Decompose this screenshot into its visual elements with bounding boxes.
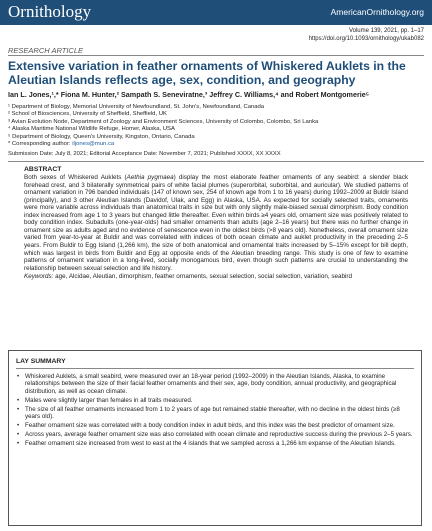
affiliation-3: ³ Avian Evolution Node, Department of Zoology and Environment Sciences, University of Colombo, Colombo, Sri Lanka xyxy=(8,118,319,125)
list-item-text: Feather ornament size increased from west to east at the 4 islands that we sampled across a 1,266 km expanse of the Aleutian Islands. xyxy=(25,440,396,448)
bullet-icon: • xyxy=(17,373,20,380)
list-item xyxy=(16,406,414,421)
list-item xyxy=(16,431,414,438)
abstract-heading: ABSTRACT xyxy=(24,166,62,173)
journal-header-band xyxy=(0,0,432,25)
abstract-section xyxy=(24,166,408,281)
volume-info: Volume 139, 2021, pp. 1–17 xyxy=(348,28,424,34)
journal-name: Ornithology xyxy=(8,2,92,21)
divider xyxy=(8,161,424,162)
submission-dates: Submission Date: July 8, 2021; Editorial Acceptance Date: November 7, 2021; Published XXXX, XX XXXX xyxy=(8,151,281,157)
list-item xyxy=(16,397,414,404)
affiliation-4: ⁴ Alaska Maritime National Wildlife Refuge, Homer, Alaska, USA xyxy=(8,126,175,133)
article-type: RESEARCH ARTICLE xyxy=(8,46,84,55)
keywords-label: Keywords: xyxy=(24,273,54,281)
citation-meta xyxy=(309,28,424,43)
corresponding-email-link[interactable]: iljones@mun.ca xyxy=(72,141,115,148)
list-item xyxy=(16,440,414,447)
affiliation-2: ² School of Biosciences, University of Sheffield, Sheffield, UK xyxy=(8,111,167,118)
article-title: Extensive variation in feather ornaments of Whiskered Auklets in the Aleutian Islands reflects age, sex, condition, and geography xyxy=(8,59,406,87)
lay-summary-list xyxy=(16,373,414,449)
corresponding-author xyxy=(8,141,424,148)
list-item-text: Across years, average feather ornament size was also correlated with ocean climate and reproductive success during the previous 2–5 years. xyxy=(25,431,413,439)
affiliation-5: ⁵ Department of Biology, Queen's University, Kingston, Ontario, Canada xyxy=(8,133,195,140)
bullet-icon: • xyxy=(17,431,20,439)
corresponding-label: * Corresponding author: xyxy=(8,141,71,148)
list-item xyxy=(16,422,414,429)
keywords-list: age, Alcidae, Aleutian, dimorphism, feather ornaments, sexual selection, social selection, variation, seabird xyxy=(55,273,352,281)
bullet-icon: • xyxy=(17,422,20,430)
bullet-icon: • xyxy=(17,396,20,404)
divider xyxy=(16,368,414,369)
list-item-text: The size of all feather ornaments increased from 1 to 2 years of age but remained stable thereafter, with no decline in the oldest birds (≥8 years old). xyxy=(25,405,400,421)
bullet-icon: • xyxy=(17,405,20,413)
journal-website-link[interactable]: AmericanOrnithology.org xyxy=(330,7,424,17)
bullet-icon: • xyxy=(17,440,20,448)
keywords xyxy=(24,273,408,281)
lay-summary-heading: LAY SUMMARY xyxy=(16,358,66,365)
divider xyxy=(8,55,424,56)
affiliations xyxy=(8,104,424,148)
abstract-text: ) display the most elaborate feather ornaments of any seabird: a slender black forehead crest, and 3 bilaterally symmetrical pairs of white facial plumes (superorbital, suborbital, and auricular). We studied patterns of ornament variation in 796 banded individuals (147 of known sex, 254 of known age from 1 to 16 years) during 1992–2009 at Buldir Island (principally), and 3 other Aleutian Islands (Davidof, Ulak, and Egg) in Alaska, USA. As expected for socially selected traits, ornaments were more variable across individuals than anatomical traits in size but with only slightly male-biased sexual dimorphism. Body condition index increased from age 1 to 3 years but changed little thereafter. Even within birds ≥4 years old, ornament size was positively related to body condition index. Subadults (one-year-olds) had smaller ornaments than adults (age 2–16 years) but there was no further change in ornament size as adults aged and no evidence of senescence even in the oldest birds (>8 years old). Nonetheless, overall ornament size varied from year-to-year at Buldir and was correlated with indices of both ocean climate and auklet productivity in the preceding 2–5 years. From Buldir to Egg Island (1,266 km), the size of both anatomical and ornamental traits increased by 5–15% except for bill depth, which was largest in birds from Buldir and Egg at opposite ends of the Aleutian breeding range. This study is one of few to examine patterns of ornament variation in a long-lived, socially monogamous bird, even though such patterns are crucial to understanding the relationship between sexual selection and life history. xyxy=(24,174,408,272)
affiliation-1: ¹ Department of Biology, Memorial University of Newfoundland, St. John's, Newfoundland, Canada xyxy=(8,104,265,110)
doi-link[interactable]: https://doi.org/10.1093/ornithology/ukab082 xyxy=(308,35,424,42)
list-item xyxy=(16,373,414,395)
species-name: Aethia pygmaea xyxy=(126,174,174,182)
abstract-text-start: Both sexes of Whiskered Auklets ( xyxy=(24,174,127,182)
author-list: Ian L. Jones,¹,* Fiona M. Hunter,² Sampath S. Seneviratne,³ Jeffrey C. Williams,⁴ and Robert Montgomerie⁵ xyxy=(8,90,370,99)
lay-summary-box xyxy=(8,350,422,526)
list-item-text: Males were slightly larger than females in all traits measured. xyxy=(25,396,193,404)
list-item-text: Feather ornament size was correlated with a body condition index in adult birds, and this index was the best predictor of ornament size. xyxy=(25,422,395,430)
list-item-text: Whiskered Auklets, a small seabird, were measured over an 18-year period (1992–2009) in the Aleutian Islands, Alaska, to examine relationships between the size of their facial feather ornaments and their sex, age, body condition, annual productivity, and geographical distribution, as well as ocean climate. xyxy=(25,373,397,395)
